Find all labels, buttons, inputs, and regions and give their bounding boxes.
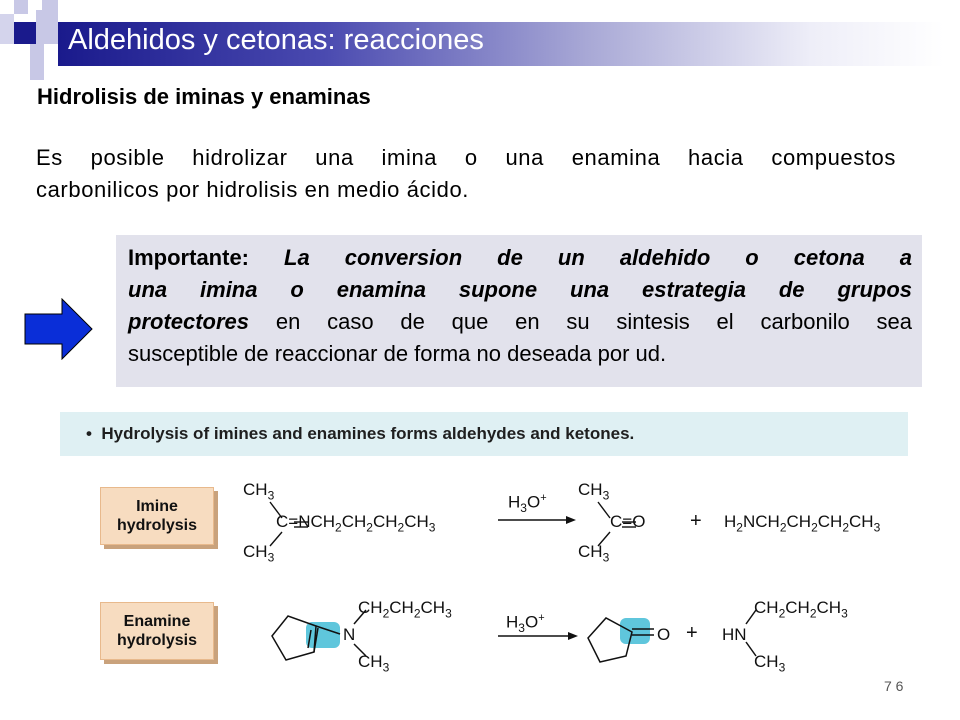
acetone-ch3-bottom: $CH_3$ — [578, 542, 610, 565]
note-line-1 — [128, 242, 912, 274]
imine-label-line1: Imine — [136, 498, 178, 515]
imine-reagent: $H_3O^+$ — [508, 492, 547, 516]
enamine-reagent: $H_3O^+$ — [506, 612, 545, 636]
right-arrow-icon — [24, 298, 94, 360]
imine-label-line2: hydrolysis — [116, 517, 198, 534]
imine-formula: $C=NCH_2CH_2CH_2CH_3$ — [276, 512, 436, 535]
imine-ch3-top: $CH_3$ — [243, 480, 275, 503]
imine-label-box — [100, 487, 214, 545]
amine-hn: HN — [722, 625, 747, 644]
enamine-n-methyl: $CH_3$ — [358, 652, 390, 675]
intro-line-2: carbonilicos por hidrolisis en medio ácido. — [36, 177, 470, 202]
enamine-label-box — [100, 602, 214, 660]
note-label: Importante: — [128, 245, 249, 270]
note-emphasis-1: La conversion de un aldehido o cetona a — [284, 245, 912, 270]
slide-title: Aldehidos y cetonas: reacciones — [68, 24, 484, 56]
banner-sentence: Hydrolysis of imines and enamines forms aldehydes and ketones. — [101, 424, 635, 443]
note-line-4: susceptible de reaccionar de forma no deseada por ud. — [128, 341, 667, 366]
enamine-n-chain: $CH_2CH_2CH_3$ — [358, 598, 452, 621]
bullet: • — [86, 424, 92, 443]
imine-plus: + — [690, 510, 702, 532]
amine-chain: $CH_2CH_2CH_3$ — [754, 598, 848, 621]
acetone-ch3-top: $CH_3$ — [578, 480, 610, 503]
enamine-n: N — [343, 625, 356, 644]
figure-banner-text — [86, 424, 634, 444]
cyclopentanone-o: O — [657, 625, 671, 644]
note-emphasis-2: una imina o enamina supone una estrategia de grupos — [128, 277, 912, 302]
intro-paragraph — [36, 142, 896, 206]
page-number: 7 6 — [884, 678, 904, 694]
imine-ch3-bottom: $CH_3$ — [243, 542, 275, 565]
amine-methyl: $CH_3$ — [754, 652, 786, 675]
butylamine-formula: $H_2NCH_2CH_2CH_2CH_3$ — [724, 512, 881, 535]
enamine-label-line2: hydrolysis — [116, 632, 198, 649]
note-rest-3: en caso de que en su sintesis el carbonilo sea — [275, 309, 912, 334]
note-line-3 — [128, 306, 912, 338]
intro-line-1: Es posible hidrolizar una imina o una enamina hacia compuestos — [36, 145, 896, 170]
section-heading: Hidrolisis de iminas y enaminas — [37, 84, 371, 109]
note-emphasis-3: protectores — [128, 309, 250, 334]
acetone-formula: C=O — [610, 512, 646, 531]
enamine-plus: + — [686, 622, 698, 644]
note-text — [128, 242, 912, 370]
enamine-label-line1: Enamine — [123, 613, 191, 630]
